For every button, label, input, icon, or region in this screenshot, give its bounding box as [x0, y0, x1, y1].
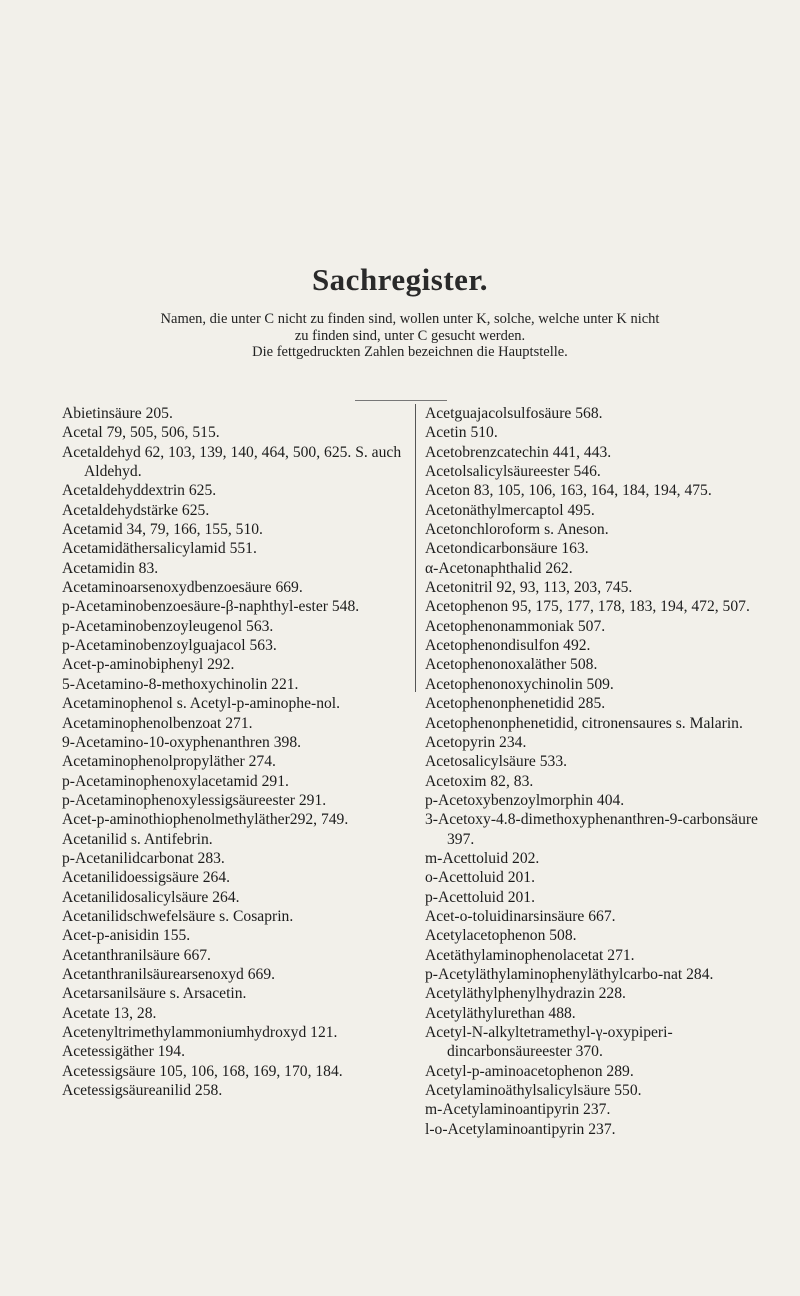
- index-entry: Acetophenonoxaläther 508.: [425, 656, 598, 674]
- index-entry: Acetessigsäure 105, 106, 168, 169, 170, 184.: [62, 1062, 343, 1080]
- index-entry: Acetal 79, 505, 506, 515.: [62, 424, 220, 442]
- index-entry: Acetanilidoessigsäure 264.: [62, 869, 231, 887]
- index-entry: Acetyl-p-aminoacetophenon 289.: [425, 1062, 634, 1080]
- index-entry: Acetaminophenol s. Acetyl-p-aminophe-nol.: [62, 695, 341, 713]
- note-line: zu finden sind, unter C gesucht werden.: [294, 328, 526, 344]
- index-column-left: [62, 404, 417, 1100]
- index-entry: Acetessigsäureanilid 258.: [62, 1082, 223, 1100]
- index-entry: Acetophenonoxychinolin 509.: [425, 675, 614, 693]
- index-entry: Acet-p-aminothiophenolmethyläther292, 749.: [62, 811, 349, 829]
- index-entry: p-Acetaminobenzoesäure-β-naphthyl-ester 548.: [62, 598, 360, 616]
- index-entry: p-Acettoluid 201.: [425, 888, 536, 906]
- index-entry: Acetaldehyd 62, 103, 139, 140, 464, 500, 625. S. auch Aldehyd.: [62, 443, 402, 481]
- index-entry: Acetessigäther 194.: [62, 1043, 185, 1061]
- index-entry: p-Acetoxybenzoylmorphin 404.: [425, 791, 625, 809]
- index-entry: Acetophenondisulfon 492.: [425, 637, 591, 655]
- note-line: Namen, die unter C nicht zu finden sind, wollen unter K, solche, welche unter K nicht: [160, 311, 660, 327]
- index-entry: Acetoxim 82, 83.: [425, 772, 534, 790]
- index-entry: Acetamid 34, 79, 166, 155, 510.: [62, 521, 263, 539]
- index-entry: Acetaminophenolbenzoat 271.: [62, 714, 253, 732]
- index-entry: Acetylacetophenon 508.: [425, 927, 577, 945]
- page-title: Sachregister.: [311, 262, 489, 297]
- index-entry: Acetenyltrimethylammoniumhydroxyd 121.: [62, 1024, 338, 1041]
- index-entry: l-o-Acetylaminoantipyrin 237.: [425, 1120, 616, 1138]
- index-entry: Acet-p-aminobiphenyl 292.: [62, 656, 235, 674]
- index-entry: Acetanilidosalicylsäure 264.: [62, 888, 240, 906]
- index-entry: Acetäthylaminophenolacetat 271.: [425, 946, 635, 964]
- index-entry: Aceton 83, 105, 106, 163, 164, 184, 194, 475.: [425, 482, 712, 500]
- index-entry: m-Acetylaminoantipyrin 237.: [425, 1101, 611, 1119]
- index-entry: Acetguajacolsulfosäure 568.: [425, 405, 603, 422]
- index-entry: p-Acetaminophenoxylessigsäureester 291.: [62, 791, 327, 809]
- index-entry: Acetophenonphenetidid 285.: [425, 695, 606, 713]
- index-entry: Acetosalicylsäure 533.: [425, 753, 568, 771]
- index-entry: m-Acettoluid 202.: [425, 849, 540, 867]
- index-entry: Abietinsäure 205.: [62, 405, 173, 422]
- index-entry: Acetanthranilsäure 667.: [62, 946, 211, 964]
- index-entry: Acetyläthylphenylhydrazin 228.: [425, 985, 626, 1003]
- index-entry: Acetyl-N-alkyltetramethyl-γ-oxypiperi-dincarbonsäureester 370.: [425, 1024, 673, 1061]
- index-entry: Acetyläthylurethan 488.: [425, 1004, 576, 1022]
- index-note-bold: Die fettgedruckten Zahlen bezeichnen die Hauptstelle.: [252, 344, 568, 360]
- index-note-names: [60, 311, 760, 345]
- index-entry: p-Acetyläthylaminophenyläthylcarbo-nat 284.: [425, 965, 714, 983]
- index-entry: 5-Acetamino-8-methoxychinolin 221.: [62, 675, 299, 693]
- index-entry: Acetamidin 83.: [62, 559, 159, 577]
- index-entry: Acetolsalicylsäureester 546.: [425, 463, 601, 481]
- index-entry: Acetophenonammoniak 507.: [425, 617, 606, 635]
- index-entry: Acetophenonphenetidid, citronensaures s. Malarin.: [425, 714, 743, 732]
- index-entry: Acetobrenzcatechin 441, 443.: [425, 443, 612, 461]
- index-entry: Acetate 13, 28.: [62, 1004, 157, 1022]
- index-entry: o-Acettoluid 201.: [425, 869, 536, 887]
- index-entry: p-Acetaminobenzoylguajacol 563.: [62, 637, 277, 655]
- index-entry: p-Acetanilidcarbonat 283.: [62, 849, 225, 867]
- index-entry: Acetonchloroform s. Aneson.: [425, 521, 609, 539]
- index-entry: Acetanthranilsäurearsenoxyd 669.: [62, 965, 276, 983]
- index-entry: 3-Acetoxy-4.8-dimethoxyphenanthren-9-carbonsäure 397.: [425, 811, 758, 848]
- index-entry: 9-Acetamino-10-oxyphenanthren 398.: [62, 733, 302, 751]
- index-entry: Acetopyrin 234.: [425, 733, 527, 751]
- index-entry: Acetaminoarsenoxydbenzoesäure 669.: [62, 579, 303, 597]
- index-entry: Acetaldehyddextrin 625.: [62, 482, 217, 500]
- index-entry: p-Acetaminophenoxylacetamid 291.: [62, 772, 289, 790]
- index-entry: Acetarsanilsäure s. Arsacetin.: [62, 985, 247, 1003]
- index-entry: Acetaldehydstärke 625.: [62, 501, 210, 519]
- index-entry: Acetonitril 92, 93, 113, 203, 745.: [425, 579, 633, 597]
- index-entry: Acetin 510.: [425, 424, 498, 442]
- index-entry: Acetanilidschwefelsäure s. Cosaprin.: [62, 907, 294, 925]
- index-entry: Acetophenon 95, 175, 177, 178, 183, 194, 472, 507.: [425, 598, 750, 616]
- index-entry: Acet-p-anisidin 155.: [62, 927, 191, 945]
- index-entry: α-Acetonaphthalid 262.: [425, 559, 573, 577]
- index-entry: Acetylaminoäthylsalicylsäure 550.: [425, 1082, 642, 1100]
- index-entry: Acetamidäthersalicylamid 551.: [62, 540, 257, 558]
- separator-rule: [355, 400, 447, 401]
- index-entry: Acetonäthylmercaptol 495.: [425, 501, 595, 519]
- index-entry: Acetaminophenolpropyläther 274.: [62, 753, 276, 771]
- index-column-right: [425, 404, 780, 1139]
- index-entry: p-Acetaminobenzoyleugenol 563.: [62, 617, 274, 635]
- index-entry: Acetondicarbonsäure 163.: [425, 540, 589, 558]
- index-entry: Acetanilid s. Antifebrin.: [62, 830, 213, 848]
- index-entry: Acet-o-toluidinarsinsäure 667.: [425, 907, 616, 925]
